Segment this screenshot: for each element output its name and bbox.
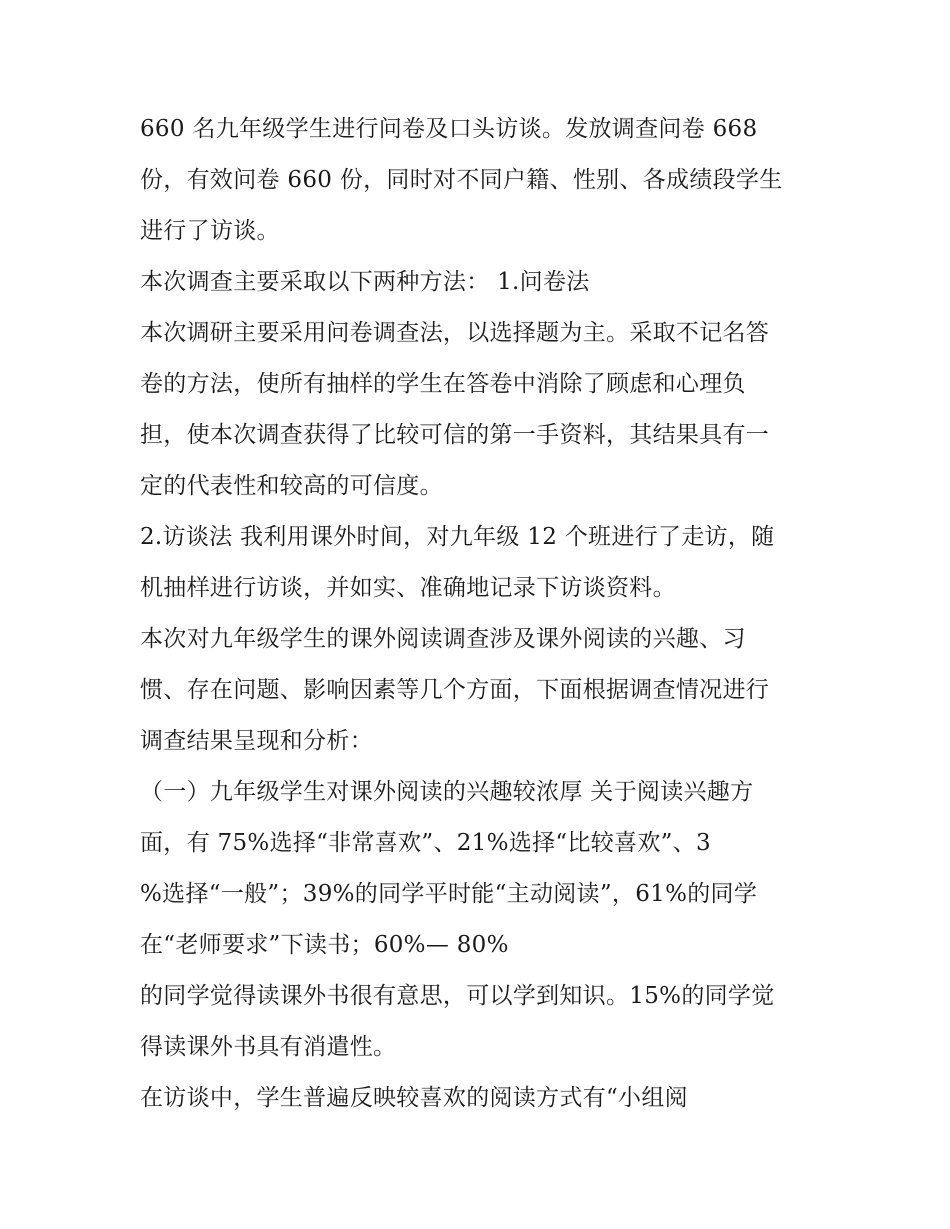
text-line: 2.访谈法 我利用课外时间，对九年级 12 个班进行了走访，随	[140, 524, 775, 550]
text-line: 本次调研主要采用问卷调查法，以选择题为主。采取不记名答	[140, 320, 770, 346]
text-line: 卷的方法，使所有抽样的学生在答卷中消除了顾虑和心理负	[140, 371, 746, 397]
text-line: 进行了访谈。	[140, 218, 280, 244]
text-line: 定的代表性和较高的可信度。	[140, 473, 443, 499]
text-line: 660 名九年级学生进行问卷及口头访谈。发放调查问卷 668	[140, 116, 758, 142]
text-line: 在“老师要求”下读书；60%— 80%	[140, 932, 509, 958]
text-line: 在访谈中，学生普遍反映较喜欢的阅读方式有“小组阅	[140, 1085, 688, 1111]
text-line: 的同学觉得读课外书很有意思，可以学到知识。15%的同学觉	[140, 983, 775, 1009]
text-line: 本次对九年级学生的课外阅读调查涉及课外阅读的兴趣、习	[140, 626, 746, 652]
text-line: 份，有效问卷 660 份，同时对不同户籍、性别、各成绩段学生	[140, 167, 783, 193]
text-line: 得读课外书具有消遣性。	[140, 1034, 397, 1060]
text-line: 调查结果呈现和分析：	[140, 728, 373, 754]
text-line: 机抽样进行访谈，并如实、准确地记录下访谈资料。	[140, 575, 676, 601]
text-line: 本次调查主要采取以下两种方法： 1.问卷法	[140, 269, 590, 295]
text-line: 面，有 75%选择“非常喜欢”、21%选择“比较喜欢”、3	[140, 830, 711, 856]
text-line: 担，使本次调查获得了比较可信的第一手资料，其结果具有一	[140, 422, 770, 448]
text-line: %选择“一般”；39%的同学平时能“主动阅读”，61%的同学	[140, 881, 758, 907]
text-line: 惯、存在问题、影响因素等几个方面，下面根据调查情况进行	[140, 677, 770, 703]
text-line: （一）九年级学生对课外阅读的兴趣较浓厚 关于阅读兴趣方	[140, 779, 754, 805]
